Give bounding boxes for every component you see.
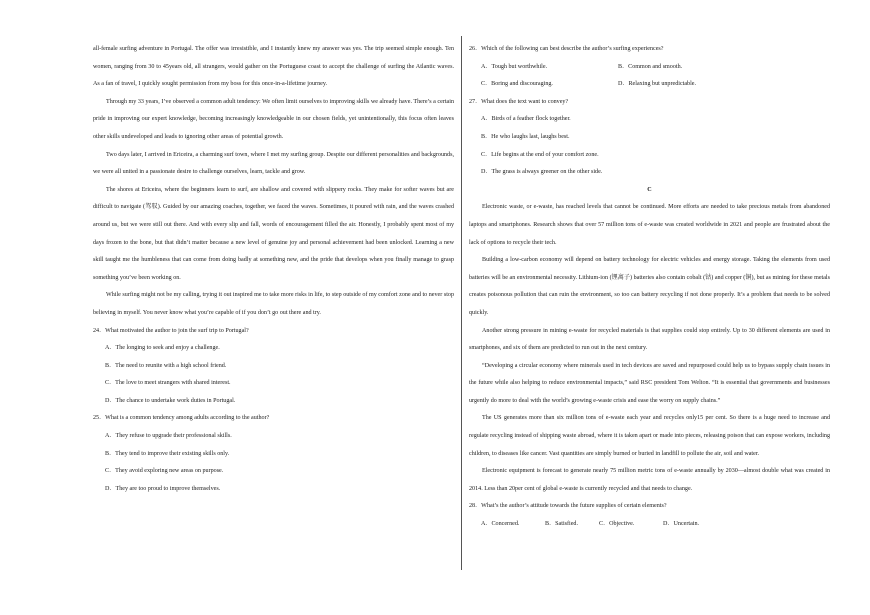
question-28-options-row [469, 516, 830, 534]
passage-paragraph: Another strong pressure in mining e-waste for recycled materials is that supplies could stop entirely. Up to 30 different elements are used in smartphones, and six of them are predicted to run out in the next century. [469, 327, 830, 352]
question-28-stem: 28．What’s the author’s attitude towards the future supplies of certain elements? [469, 503, 667, 510]
question-24-stem: 24．What motivated the author to join the surf trip to Portugal? [93, 327, 249, 334]
passage-paragraph: Electronic equipment is forecast to generate nearly 75 million metric tons of e-waste annually by 2030—almost double what was created in 2014. Less than 20per cent of global e-waste is currently recycled and that needs to change. [469, 468, 830, 492]
passage-paragraph: The US generates more than six million tons of e-waste each year and recycles only15 per cent. So there is a huge need to increase and regulate recycling instead of shipping waste abroad, where it is taken apart or made into pieces, releasing poison that can expose workers, including children, to diseases like cancer. Vast quantities are simply burned or buried in landfill to pollute the air, soil and water. [469, 415, 830, 457]
question-27-option-d: D．The grass is always greener on the other side. [481, 169, 603, 176]
question-27-option-c: C．Life begins at the end of your comfort zone. [481, 151, 599, 158]
passage-paragraph: Two days later, I arrived in Ericeira, a charming surf town, where I met my surfing group. Despite our different personalities and backgrounds, we were all united in a passionate desire to challenge ourselves, learn, tackle and grow. [93, 151, 454, 176]
right-column [469, 41, 830, 534]
question-28-option-a: A．Concerned. [481, 521, 520, 528]
question-26-option-c: C．Boring and discouraging. [481, 81, 553, 88]
question-28-option-c: C．Objective. [599, 521, 635, 528]
question-25-option-a: A．They refuse to upgrade their professional skills. [105, 433, 232, 440]
column-divider [461, 36, 462, 570]
passage-paragraph: While surfing might not be my calling, trying it out inspired me to take more risks in life, to step outside of my comfort zone and to never stop believing in myself. You never know what you’re capable of if you don’t go out there and try. [93, 292, 454, 316]
question-25-option-b: B．They tend to improve their existing skills only. [105, 450, 230, 457]
question-25-stem: 25．What is a common tendency among adults according to the author? [93, 415, 270, 422]
question-26-stem: 26．Which of the following can best describe the author’s surfing experiences? [469, 46, 664, 52]
section-title: C [647, 186, 652, 193]
question-28-option-b: B．Satisfied. [545, 521, 579, 528]
question-25-option-c: C．They avoid exploring new areas on purpose. [105, 468, 224, 475]
passage-paragraph: “Developing a circular economy where minerals used in tech devices are saved and repurposed could help us to bypass supply chain issues in the future while also helping to reduce environmental impacts,” said RSC president Tom Welton. “It is essential that governments and businesses urgently do more to deal with the world’s growing e-waste crisis and ease the worry on supply chains.” [469, 362, 830, 404]
question-26-option-d: D．Relaxing but unpredictable. [618, 81, 697, 88]
question-25-option-d: D．They are too proud to improve themselves. [105, 485, 221, 492]
question-28-option-d: D．Uncertain. [663, 521, 700, 528]
question-27-option-a: A．Birds of a feather flock together. [481, 116, 571, 123]
question-26-option-b: B．Common and smooth. [618, 63, 683, 70]
passage-paragraph: Through my 33 years, I’ve observed a common adult tendency: We often limit ourselves to improving skills we already have. There’s a certain pride in improving our expert knowledge, becoming increasingly knowledgeable in our chosen fields, yet unintentionally, this focus often leaves other skills undeveloped and leads to ignoring other areas of potential growth. [93, 98, 454, 140]
question-27-option-b: B．He who laughs last, laughs best. [481, 133, 570, 140]
passage-paragraph: all-female surfing adventure in Portugal. The offer was irresistible, and I instantly knew my answer was yes. The trip seemed simple enough. Ten women, ranging from 30 to 45years old, all strangers, would gather on the Portuguese coast to accept the challenge of surfing the Atlantic waves. As a fan of travel, I quickly sought permission from my boss for this once-in-a-lifetime journey. [93, 46, 454, 88]
question-26-options-row-2 [469, 76, 830, 94]
passage-paragraph: The shores at Ericeira, where the beginners learn to surf, are shallow and covered with slippery rocks. They make for softer waves but are difficult to navigate (驾驭). Guided by our amazing coaches, together, we faced the waves. Sometimes, it poured with rain, and the waves crashed around us, but we were still out there. And with every slip and fall, words of encouragement filled the air. Honestly, I probably spent most of my days frozen to the bone, but that didn’t matter because a new level of genuine joy and personal achievement had been unlocked. Learning a new skill taught me the humbleness that can come from doing badly at something new, and the pride that develops when you finally manage to grasp something you’ve been working on. [93, 186, 454, 281]
question-24-option-a: A．The longing to seek and enjoy a challenge. [105, 345, 220, 352]
question-26-options-row-1 [469, 59, 830, 77]
passage-paragraph: Building a low-carbon economy will depend on battery technology for electric vehicles and energy storage. Taking the elements from used batteries will be an environmental necessity. Lithium-ion (锂离子) batteries also contain cobalt (钴) and copper (铜), but as mining for these metals creates poisonous pollution that can ruin the environment, so too can battery recycling if not done properly. It’s a problem that needs to be solved quickly. [469, 257, 830, 316]
passage-paragraph: Electronic waste, or e-waste, has reached levels that cannot be continued. More efforts are needed to take precious metals from abandoned laptops and smartphones. Research shows that over 57 million tons of e-waste was created worldwide in 2021 and people are frustrated about the lack of options to recycle their tech. [469, 204, 830, 246]
question-24-option-d: D．The chance to undertake work duties in Portugal. [105, 397, 236, 404]
question-26-option-a: A．Tough but worthwhile. [481, 63, 548, 70]
question-24-option-b: B．The need to reunite with a high school friend. [105, 362, 227, 369]
left-column [93, 41, 454, 498]
question-24-option-c: C．The love to meet strangers with shared interest. [105, 380, 231, 387]
question-27-stem: 27．What does the text want to convey? [469, 98, 569, 105]
